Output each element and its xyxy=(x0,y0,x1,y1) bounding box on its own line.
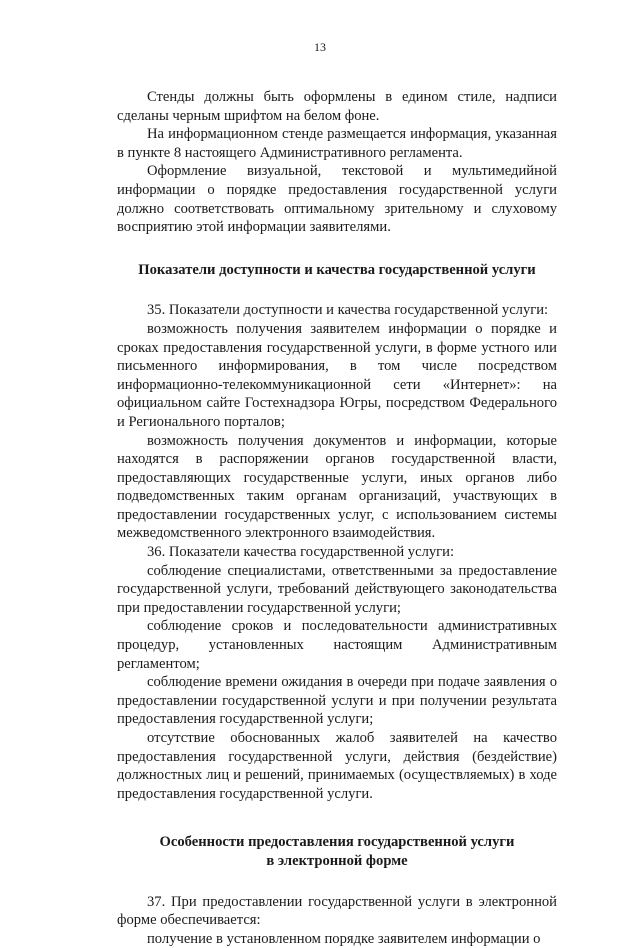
paragraph: соблюдение специалистами, ответственными за предоставление государственной услуги, требований действующего законодательства при предоставлении государственной услуги; xyxy=(117,562,557,616)
page-number: 13 xyxy=(314,40,326,54)
clause-37: 37. При предоставлении государственной услуги в электронной форме обеспечивается: xyxy=(117,893,557,929)
paragraph: возможность получения документов и информации, которые находятся в распоряжении органов государственной власти, предоставляющих государственные услуги, иных органов либо подведомственных таким органам организаций, участвующих в предоставлении государственных услуг, с использованием системы межведомственного электронного взаимодействия. xyxy=(117,432,557,542)
paragraph: На информационном стенде размещается информация, указанная в пункте 8 настоящего Административного регламента. xyxy=(117,126,557,161)
clause-36: 36. Показатели качества государственной услуги: xyxy=(147,544,455,561)
paragraph: Оформление визуальной, текстовой и мультимедийной информации о порядке предоставления государственной услуги должно соответствовать оптимальному зрительному и слуховому восприятию этой информации заявителями. xyxy=(117,163,557,236)
paragraph: Стенды должны быть оформлены в едином стиле, надписи сделаны черным шрифтом на белом фоне. xyxy=(117,89,557,124)
paragraph: возможность получения заявителем информации о порядке и сроках предоставления государственной услуги, в форме устного или письменного информирования, в том числе посредством информационно-телекоммуникационной сети «Интернет»: на официальном сайте Гостехнадзора Югры, посредством Федерального и Регионального порталов; xyxy=(117,320,557,430)
paragraph: соблюдение сроков и последовательности административных процедур, установленных настоящим Административным регламентом; xyxy=(117,618,557,672)
section-heading-electronic-line2: в электронной форме xyxy=(266,852,408,869)
paragraph: получение в установленном порядке заявителем информации о xyxy=(147,930,541,947)
section-heading-accessibility: Показатели доступности и качества государственной услуги xyxy=(138,261,536,278)
section-heading-electronic-line1: Особенности предоставления государственной услуги xyxy=(159,834,515,851)
paragraph: отсутствие обоснованных жалоб заявителей на качество предоставления государственной услуги, действия (бездействие) должностных лиц и решений, принимаемых (осуществляемых) в ходе предоставления государственной услуги. xyxy=(117,730,557,802)
clause-35: 35. Показатели доступности и качества государственной услуги: xyxy=(147,302,549,319)
paragraph: соблюдение времени ожидания в очереди при подаче заявления о предоставлении государственной услуги и при получении результата предоставления государственной услуги; xyxy=(117,674,557,728)
document-body xyxy=(117,88,557,948)
